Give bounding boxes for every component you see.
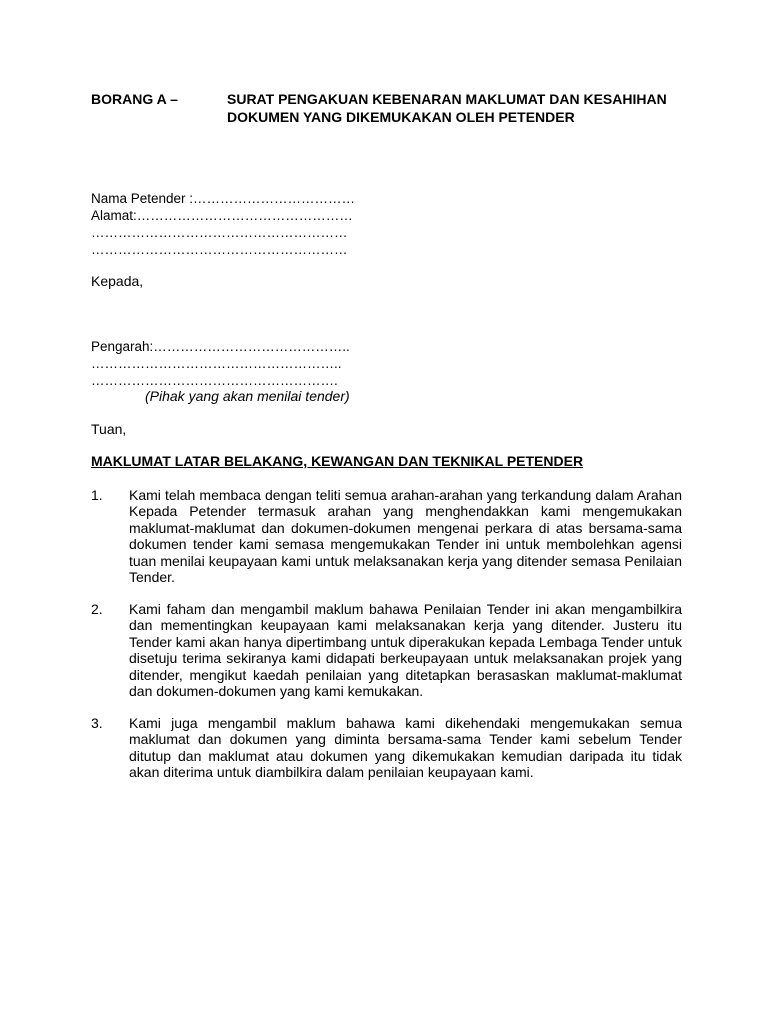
- salutation: Tuan,: [91, 421, 127, 437]
- tenderer-address-field: Alamat:…………………………………………: [91, 208, 353, 223]
- section-heading: MAKLUMAT LATAR BELAKANG, KEWANGAN DAN TEKNIKAL PETENDER: [91, 453, 584, 469]
- tenderer-name-field: Nama Petender :………………………………: [91, 191, 356, 206]
- recipient-note: (Pihak yang akan menilai tender): [145, 388, 350, 404]
- director-field: Pengarah:……………………………………..: [91, 339, 350, 354]
- director-line-2: ………………………………………………..: [91, 356, 342, 371]
- tenderer-address-line-3: …………………………………………………: [91, 242, 348, 257]
- form-title-line-2: DOKUMEN YANG DIKEMUKAKAN OLEH PETENDER: [227, 109, 575, 125]
- paragraph-number: 3.: [91, 715, 103, 731]
- director-line-3: ……………………………………………….: [91, 373, 338, 388]
- form-code: BORANG A –: [91, 91, 178, 107]
- tenderer-address-line-2: …………………………………………………: [91, 225, 348, 240]
- paragraph-text: Kami juga mengambil maklum bahawa kami dikehendaki mengemukakan semua maklumat dan dokumen yang diminta bersama-sama Tender kami sebelum Tender ditutup dan maklumat atau dokumen yang dikemukakan kemudian daripada itu tidak akan diterima untuk diambilkira dalam penilaian keupayaan kami.: [129, 715, 682, 781]
- form-title-line-1: SURAT PENGAKUAN KEBENARAN MAKLUMAT DAN KESAHIHAN: [227, 91, 667, 107]
- kepada-label: Kepada,: [91, 273, 144, 289]
- paragraph-number: 1.: [91, 487, 103, 503]
- paragraph-number: 2.: [91, 601, 103, 617]
- paragraph-text: Kami telah membaca dengan teliti semua arahan-arahan yang terkandung dalam Arahan Kepada Petender termasuk arahan yang menghendakkan kami mengemukakan maklumat-maklumat dan dokumen-dokumen mengenai perkara di atas bersama-sama dokumen tender kami semasa mengemukakan Tender ini untuk membolehkan agensi tuan menilai keupayaan kami untuk melaksanakan kerja yang ditender semasa Penilaian Tender.: [129, 487, 682, 586]
- paragraph-text: Kami faham dan mengambil maklum bahawa Penilaian Tender ini akan mengambilkira dan mementingkan keupayaan kami melaksanakan kerja yang ditender. Justeru itu Tender kami akan hanya dipertimbang untuk diperakukan kepada Lembaga Tender untuk disetuju terima sekiranya kami didapati berkeupayaan untuk melaksanakan projek yang ditender, mengikut kaedah penilaian yang ditetapkan berasaskan maklumat-maklumat dan dokumen-dokumen yang kami kemukakan.: [129, 601, 682, 700]
- form-title: [227, 90, 697, 126]
